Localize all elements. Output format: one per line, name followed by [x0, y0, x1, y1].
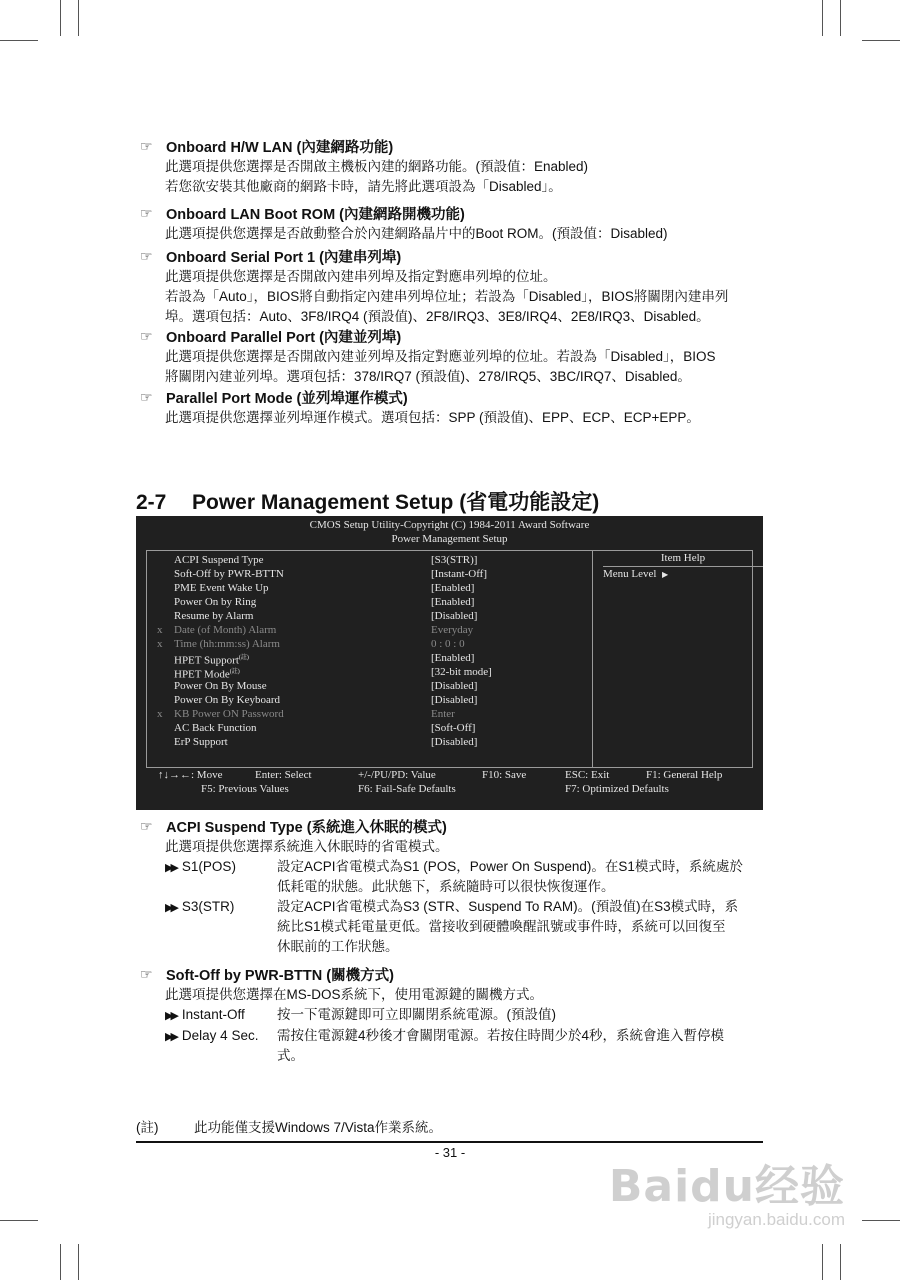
section-serial-port — [140, 246, 770, 327]
key-value: +/-/PU/PD: Value — [358, 769, 436, 781]
disabled-marker: x — [157, 708, 163, 720]
option-text: 休眠前的工作狀態。 — [277, 939, 399, 954]
bios-row-label: Time (hh:mm:ss) Alarm — [174, 638, 280, 650]
section-parallel-port-mode — [140, 387, 770, 428]
pointing-hand-icon: ☞ — [140, 389, 153, 405]
key-optimized: F7: Optimized Defaults — [565, 783, 669, 795]
pointing-hand-icon: ☞ — [140, 328, 153, 344]
bios-row-label: HPET Support$^{(註)}$ — [174, 654, 249, 667]
crop-mark — [60, 0, 61, 36]
section-soft-off — [140, 964, 770, 1066]
option-s1 — [165, 857, 770, 897]
option-text: 設定ACPI省電模式為S3 (STR、Suspend To RAM)。(預設值)在S3模式時，系 — [277, 899, 739, 914]
pointing-hand-icon: ☞ — [140, 138, 153, 154]
option-text: 需按住電源鍵4秒後才會關閉電源。若按住時間少於4秒，系統會進入暫停模 — [277, 1028, 725, 1043]
section-title: Onboard H/W LAN (內建網路功能) — [166, 140, 394, 156]
section-acpi-suspend — [140, 816, 770, 957]
section-text: 埠。選項包括：Auto、3F8/IRQ4 (預設值)、2F8/IRQ3、3E8/IRQ4、2E8/IRQ3、Disabled。 — [165, 309, 710, 324]
disabled-marker: x — [157, 624, 163, 636]
bios-row-label: HPET Mode$^{(註)}$ — [174, 668, 240, 681]
section-text: 此選項提供您選擇在MS-DOS系統下，使用電源鍵的關機方式。 — [165, 987, 543, 1002]
bios-row-value: Enter — [431, 708, 455, 720]
watermark-url: jingyan.baidu.com — [707, 1210, 845, 1229]
section-text: 此選項提供您選擇是否開啟內建串列埠及指定對應串列埠的位址。 — [165, 269, 557, 284]
chapter-number: 2-7 — [136, 491, 167, 514]
bios-row-label: PME Event Wake Up — [174, 582, 269, 594]
footer-rule — [136, 1141, 763, 1143]
section-title: Onboard Parallel Port (內建並列埠) — [166, 330, 402, 346]
bios-settings-frame — [146, 550, 753, 768]
crop-mark — [822, 1244, 823, 1280]
disabled-marker: x — [157, 638, 163, 650]
section-title: Parallel Port Mode (並列埠運作模式) — [166, 391, 408, 407]
key-move: ↑↓→←: Move — [158, 769, 223, 781]
bios-row-value: Everyday — [431, 624, 474, 636]
bios-row-value: [Enabled] — [431, 652, 475, 664]
bios-row-label: Soft-Off by PWR-BTTN — [174, 568, 284, 580]
crop-mark — [78, 1244, 79, 1280]
chapter-title: Power Management Setup (省電功能設定) — [192, 491, 600, 514]
section-title: ACPI Suspend Type (系統進入休眠的模式) — [166, 820, 447, 836]
option-text: 設定ACPI省電模式為S1 (POS，Power On Suspend)。在S1模式時，系統處於 — [277, 859, 743, 874]
section-text: 此選項提供您選擇系統進入休眠時的省電模式。 — [165, 839, 449, 854]
option-key: Delay 4 Sec. — [181, 1028, 259, 1043]
menu-level-arrow-icon: ▶ — [661, 570, 669, 579]
section-title: Onboard Serial Port 1 (內建串列埠) — [166, 250, 402, 266]
crop-mark — [78, 0, 79, 36]
bios-divider — [592, 551, 593, 767]
bios-copyright: CMOS Setup Utility-Copyright (C) 1984-2011 Award Software — [309, 519, 590, 531]
menu-level-label: Menu Level — [603, 568, 657, 580]
crop-mark — [60, 1244, 61, 1280]
key-help: F1: General Help — [646, 769, 723, 781]
bios-row-value: 0 : 0 : 0 — [431, 638, 465, 650]
pointing-hand-icon: ☞ — [140, 205, 153, 221]
bios-row-label: ACPI Suspend Type — [174, 554, 264, 566]
bios-row-value: [Instant-Off] — [431, 568, 487, 580]
bios-row-value: [Enabled] — [431, 582, 475, 594]
key-previous: F5: Previous Values — [201, 783, 289, 795]
menu-level — [603, 567, 668, 582]
bios-row-value: [Disabled] — [431, 610, 478, 622]
bios-row-label: ErP Support — [174, 736, 228, 748]
bios-row-value: [Enabled] — [431, 596, 475, 608]
crop-mark — [862, 1220, 900, 1221]
option-s3 — [165, 897, 770, 957]
section-lan-boot-rom — [140, 203, 770, 244]
bios-row-label: Resume by Alarm — [174, 610, 254, 622]
section-title: Soft-Off by PWR-BTTN (關機方式) — [166, 968, 394, 984]
double-arrow-icon: ▶▶ — [165, 1010, 176, 1022]
watermark-main: Baidu经验 — [608, 1161, 845, 1212]
footnote-text: 此功能僅支援Windows 7/Vista作業系統。 — [194, 1120, 443, 1135]
bios-row-label: Power On By Keyboard — [174, 694, 281, 706]
key-enter: Enter: Select — [255, 769, 312, 781]
key-failsafe: F6: Fail-Safe Defaults — [358, 783, 456, 795]
option-text: 式。 — [277, 1048, 304, 1063]
bios-row-label: Date (of Month) Alarm — [174, 624, 277, 636]
option-text: 統比S1模式耗電量更低。當接收到硬體喚醒訊號或事件時，系統可以回復至 — [277, 919, 726, 934]
option-instant-off — [165, 1005, 770, 1026]
item-help-title: Item Help — [660, 552, 706, 564]
footnote-mark: (註) — [238, 655, 249, 661]
bios-menu-title: Power Management Setup — [391, 533, 508, 545]
crop-mark — [840, 1244, 841, 1280]
bios-row-value: [Disabled] — [431, 680, 478, 692]
section-text: 將關閉內建並列埠。選項包括：378/IRQ7 (預設值)、278/IRQ5、3BC/IRQ7、Disabled。 — [165, 369, 691, 384]
section-onboard-hw-lan — [140, 136, 770, 197]
bios-row-value: [Soft-Off] — [431, 722, 476, 734]
bios-row-label: KB Power ON Password — [174, 708, 284, 720]
watermark — [609, 1150, 845, 1230]
footnote — [136, 1116, 442, 1136]
section-title: Onboard LAN Boot ROM (內建網路開機功能) — [166, 207, 465, 223]
section-parallel-port — [140, 326, 770, 387]
bios-screenshot — [136, 516, 763, 810]
footnote-mark: (註) — [229, 669, 240, 675]
option-key: S3(STR) — [181, 899, 235, 914]
option-key: S1(POS) — [181, 859, 236, 874]
crop-mark — [822, 0, 823, 36]
key-exit: ESC: Exit — [565, 769, 610, 781]
option-key: Instant-Off — [181, 1007, 245, 1022]
crop-mark — [0, 40, 38, 41]
bios-key-help — [136, 768, 763, 800]
pointing-hand-icon: ☞ — [140, 248, 153, 264]
double-arrow-icon: ▶▶ — [165, 902, 176, 914]
crop-mark — [840, 0, 841, 36]
page-number: - 31 - — [434, 1145, 466, 1160]
bios-title — [136, 516, 763, 546]
chapter-heading — [136, 486, 599, 516]
bios-row-label: Power On by Ring — [174, 596, 257, 608]
key-save: F10: Save — [482, 769, 527, 781]
crop-mark — [0, 1220, 38, 1221]
pointing-hand-icon: ☞ — [140, 966, 153, 982]
section-text: 若設為「Auto」，BIOS將自動指定內建串列埠位址；若設為「Disabled」，BIOS將關閉內建串列 — [165, 289, 729, 304]
section-text: 此選項提供您選擇是否開啟主機板內建的網路功能。(預設值：Enabled) — [165, 159, 589, 174]
bios-row-value: [32-bit mode] — [431, 666, 492, 678]
crop-mark — [862, 40, 900, 41]
pointing-hand-icon: ☞ — [140, 818, 153, 834]
option-text: 低耗電的狀態。此狀態下，系統隨時可以很快恢復運作。 — [277, 879, 615, 894]
footnote-tag: (註) — [136, 1120, 159, 1135]
option-delay-4-sec — [165, 1026, 770, 1066]
double-arrow-icon: ▶▶ — [165, 862, 176, 874]
bios-row-label: AC Back Function — [174, 722, 257, 734]
bios-row-label: Power On By Mouse — [174, 680, 267, 692]
bios-row-value: [S3(STR)] — [431, 554, 478, 566]
section-text: 此選項提供您選擇並列埠運作模式。選項包括：SPP (預設值)、EPP、ECP、ECP+EPP。 — [165, 410, 700, 425]
section-text: 此選項提供您選擇是否啟動整合於內建網路晶片中的Boot ROM。(預設值：Disabled) — [165, 226, 668, 241]
bios-row-value: [Disabled] — [431, 736, 478, 748]
section-text: 若您欲安裝其他廠商的網路卡時，請先將此選項設為「Disabled」。 — [165, 179, 562, 194]
double-arrow-icon: ▶▶ — [165, 1031, 176, 1043]
option-text: 按一下電源鍵即可立即關閉系統電源。(預設值) — [277, 1007, 556, 1022]
bios-row-value: [Disabled] — [431, 694, 478, 706]
section-text: 此選項提供您選擇是否開啟內建並列埠及指定對應並列埠的位址。若設為「Disabled」，BIOS — [165, 349, 716, 364]
